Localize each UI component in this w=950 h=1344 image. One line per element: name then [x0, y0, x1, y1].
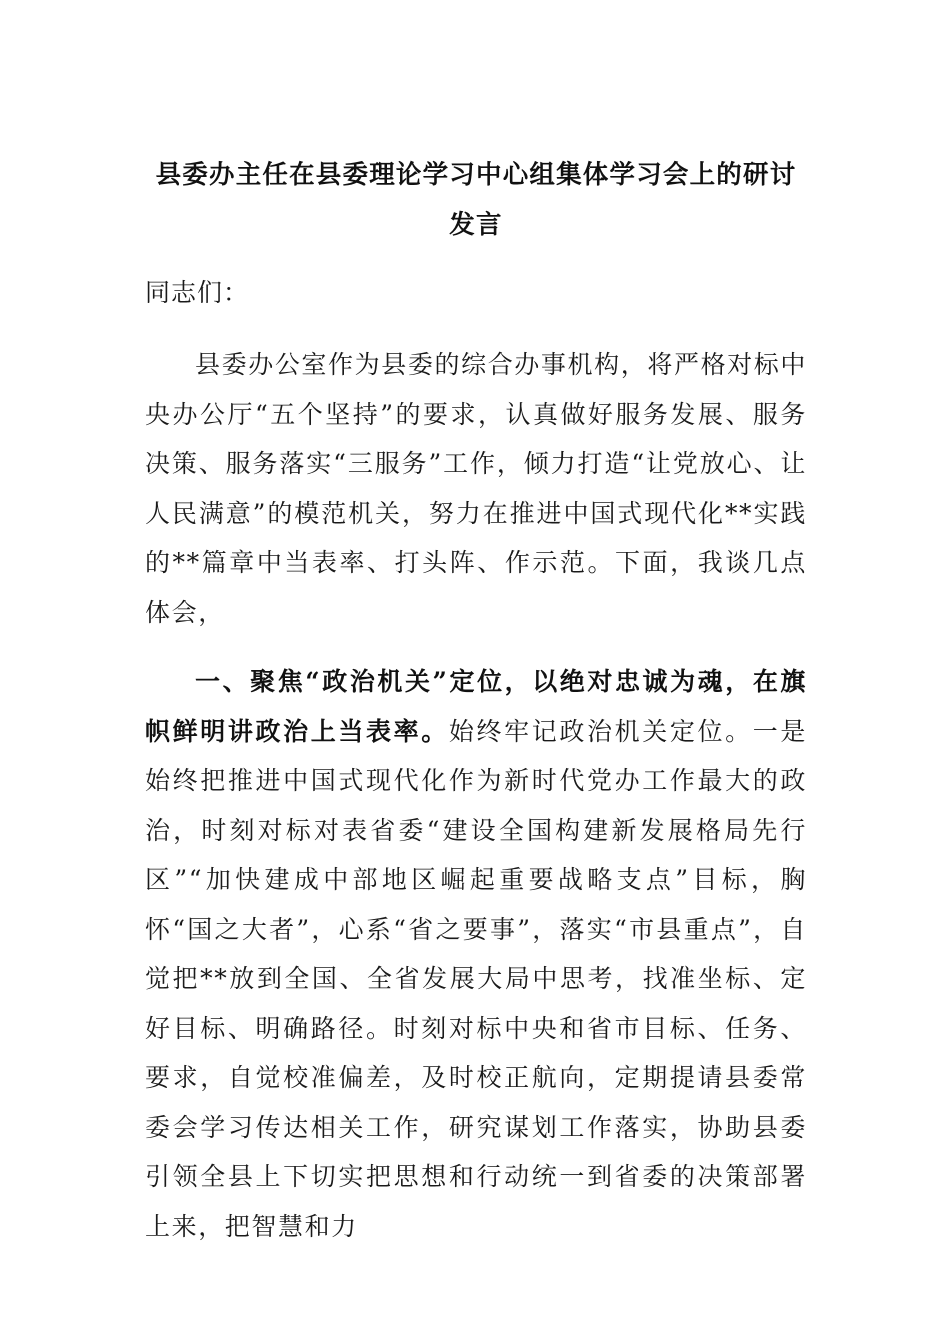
paragraph-section-one [145, 657, 807, 1251]
paragraph-body: 县委办公室作为县委的综合办事机构，将严格对标中央办公厅“五个坚持”的要求，认真做好服务发展、服务决策、服务落实“三服务”工作，倾力打造“让党放心、让人民满意”的模范机关，努力在推进中国式现代化**实践的**篇章中当表率、打头阵、作示范。下面，我谈几点体会， [145, 350, 807, 627]
paragraph-intro [145, 340, 807, 637]
salutation: 同志们： [145, 278, 250, 307]
paragraph-body: 始终牢记政治机关定位。一是始终把推进中国式现代化作为新时代党办工作最大的政治，时刻对标对表省委“建设全国构建新发展格局先行区”“加快建成中部地区崛起重要战略支点”目标，胸怀“国之大者”，心系“省之要事”，落实“市县重点”，自觉把**放到全国、全省发展大局中思考，找准坐标、定好目标、明确路径。时刻对标中央和省市目标、任务、要求，自觉校准偏差，及时校正航向，定期提请县委常委会学习传达相关工作，研究谋划工作落实，协助县委引领全县上下切实把思想和行动统一到省委的决策部署上来，把智慧和力 [145, 716, 807, 1241]
section-one-heading: 一、聚焦“政治机关”定位，以绝对忠诚为魂，在旗帜鲜明讲政治上当表率。 [145, 667, 807, 746]
document-page [145, 150, 807, 1251]
document-title: 县委办主任在县委理论学习中心组集体学习会上的研讨发言 [155, 160, 797, 240]
